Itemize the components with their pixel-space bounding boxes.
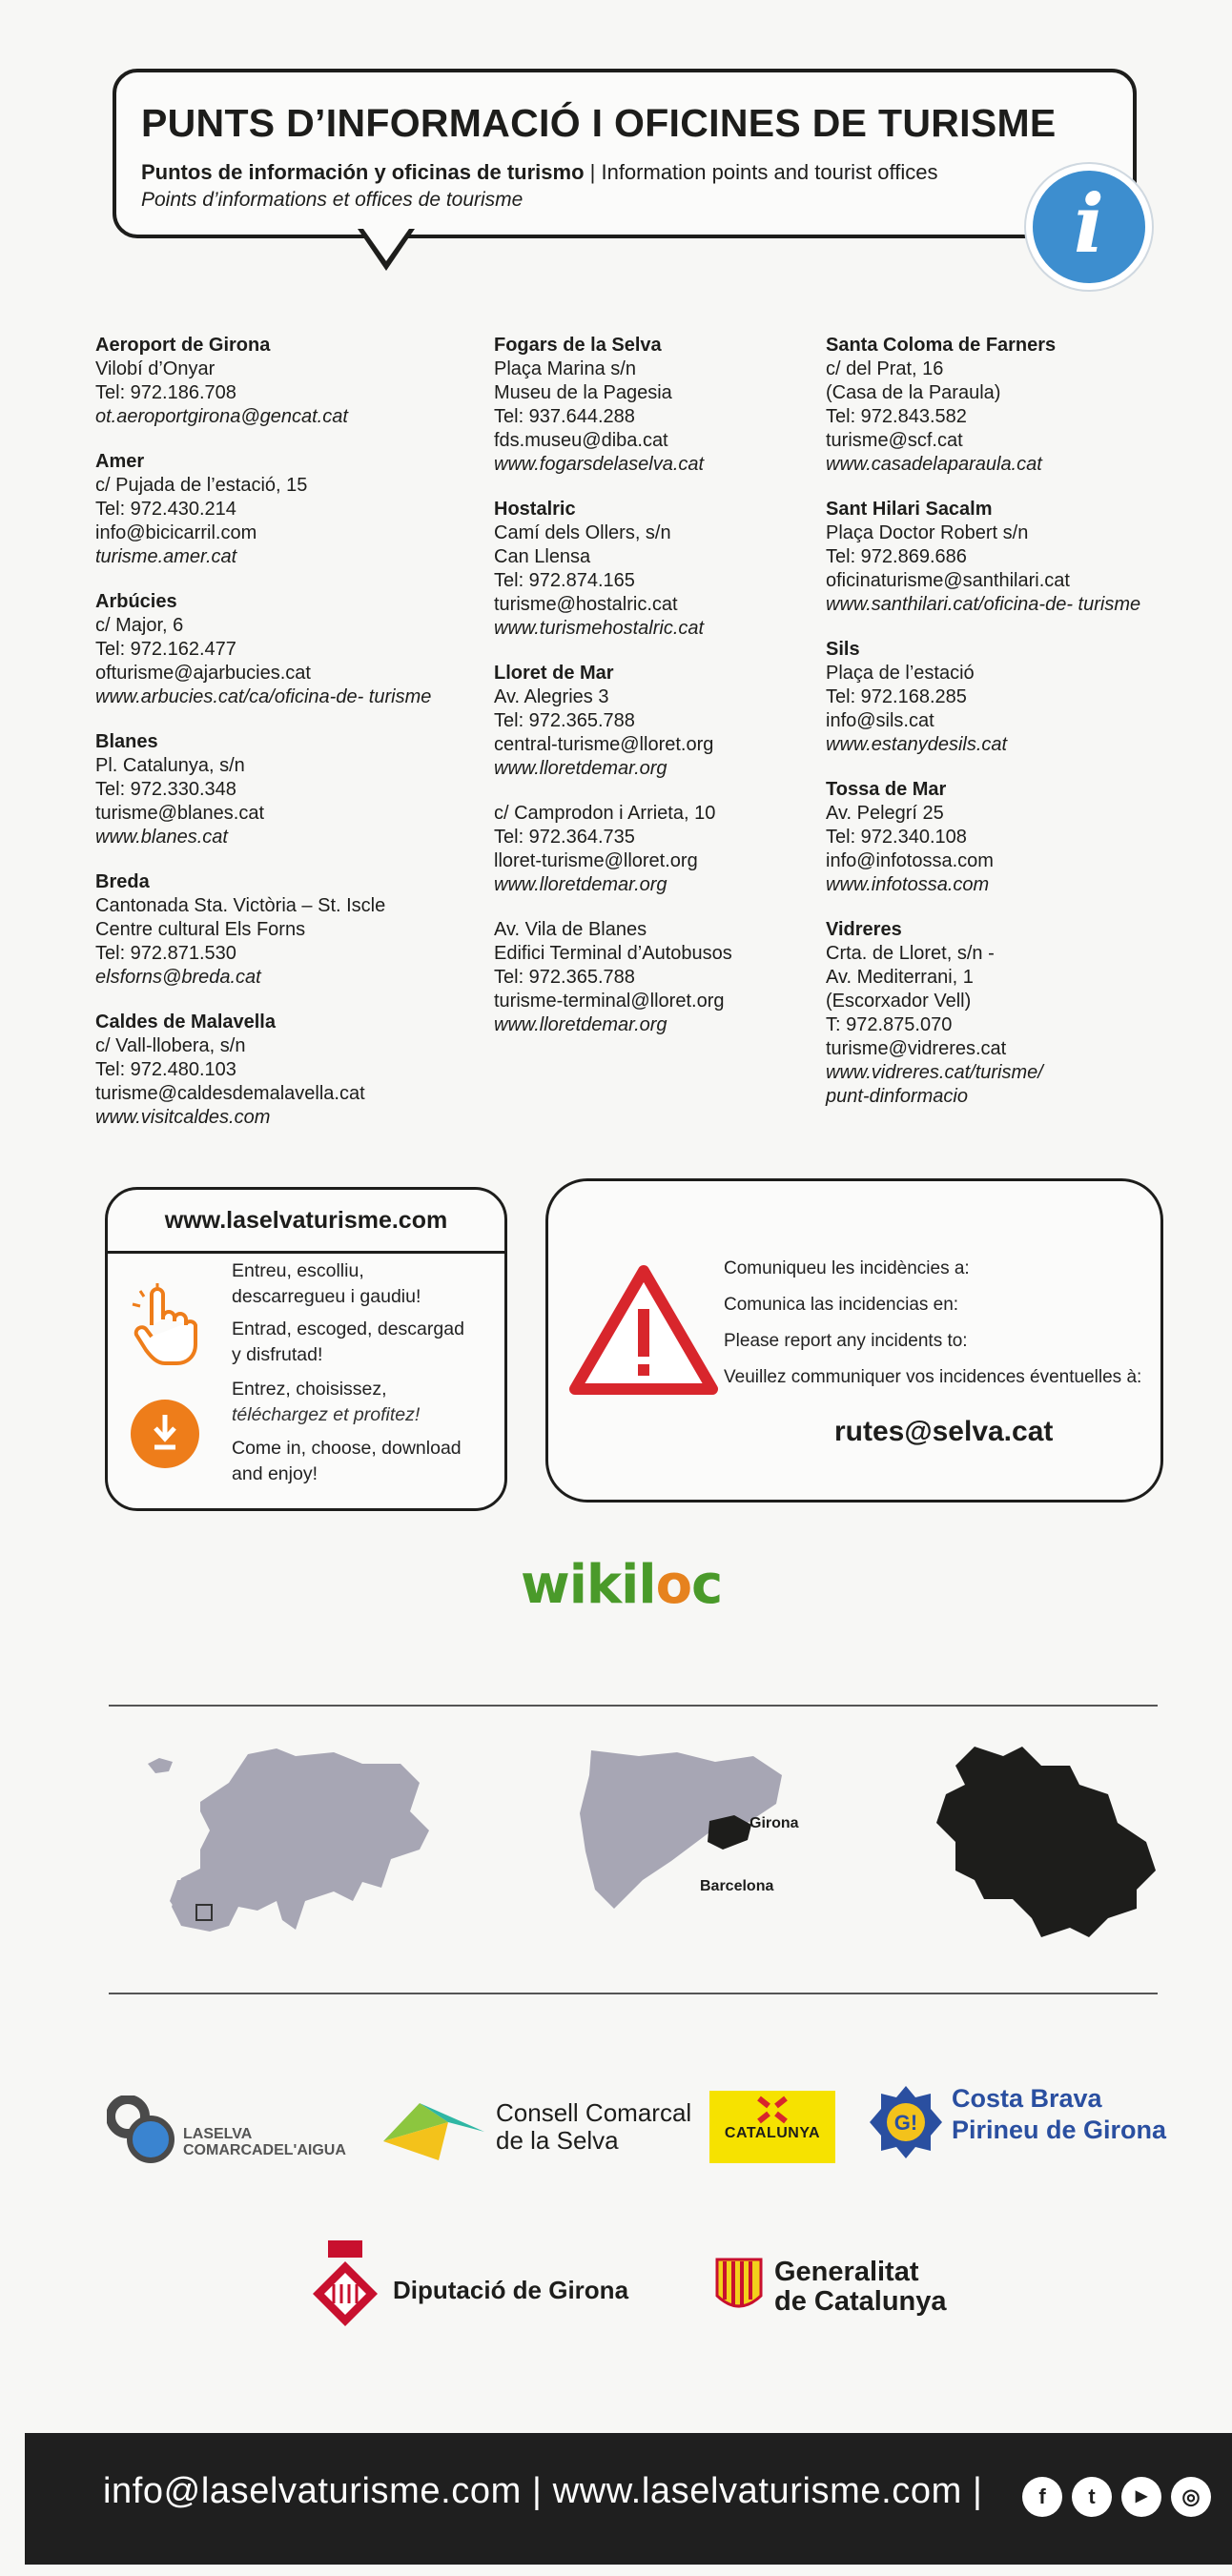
office-name: Amer (95, 451, 145, 472)
office-detail: Av. Vila de Blanes (494, 919, 647, 940)
text-es-1: Entrad, escoged, descargad (232, 1319, 464, 1339)
incidents-es: Comunica las incidencias en: (724, 1295, 959, 1315)
office-link[interactable]: www.lloretdemar.org (494, 758, 667, 779)
offices-column-2 (494, 334, 856, 1058)
office-detail: Plaça Marina s/n (494, 358, 636, 379)
office-detail: Tel: 972.330.348 (95, 779, 236, 800)
office-name: Breda (95, 871, 150, 892)
generalitat-logo-icon (715, 2258, 763, 2315)
office-detail: c/ del Prat, 16 (826, 358, 944, 379)
office-entry (95, 334, 458, 429)
office-detail: Tel: 972.162.477 (95, 639, 236, 660)
footer-email[interactable]: info@laselvaturisme.com (103, 2471, 522, 2511)
office-detail[interactable]: turisme@blanes.cat (95, 803, 265, 824)
diputacio-girona-logo-icon (311, 2239, 380, 2330)
subtitle-fr: Points d’informations et offices de tourisme (141, 189, 524, 211)
footer-bar (25, 2433, 1232, 2565)
info-icon: i (1026, 164, 1152, 290)
page-subtitle (141, 160, 937, 185)
office-entry (494, 498, 856, 641)
office-entry (95, 590, 458, 709)
office-detail: Vilobí d’Onyar (95, 358, 216, 379)
office-name: Hostalric (494, 499, 576, 520)
wikiloc-logo[interactable]: wikiloc (521, 1554, 723, 1616)
text-es-2: y disfrutad! (232, 1344, 323, 1365)
office-name: Lloret de Mar (494, 663, 614, 684)
office-link[interactable]: www.estanydesils.cat (826, 734, 1008, 755)
consell-comarcal-logo-icon (381, 2094, 486, 2164)
divider-top (109, 1705, 1158, 1707)
office-detail: c/ Major, 6 (95, 615, 184, 636)
office-link[interactable]: www.vidreres.cat/turisme/ (826, 1062, 1043, 1083)
europe-map (143, 1745, 439, 1935)
office-link[interactable]: www.santhilari.cat/oficina-de- turisme (826, 594, 1141, 615)
office-detail: (Escorxador Vell) (826, 991, 972, 1012)
website-link[interactable]: www.laselvaturisme.com (164, 1207, 448, 1234)
office-detail: c/ Vall-llobera, s/n (95, 1035, 246, 1056)
office-link[interactable]: www.casadelaparaula.cat (826, 454, 1042, 475)
office-detail[interactable]: turisme-terminal@lloret.org (494, 991, 725, 1012)
office-detail[interactable]: info@infotossa.com (826, 850, 994, 871)
office-detail: Tel: 972.364.735 (494, 827, 635, 848)
office-name: Sant Hilari Sacalm (826, 499, 993, 520)
office-entry (494, 334, 856, 477)
divider (108, 1251, 504, 1254)
office-detail: Cantonada Sta. Victòria – St. Iscle (95, 895, 386, 916)
costa-brava-badge: G! (893, 2111, 918, 2135)
office-detail: Tel: 972.365.788 (494, 967, 635, 988)
office-detail: Tel: 972.186.708 (95, 382, 236, 403)
offices-column-3 (826, 334, 1207, 1130)
office-entry (826, 918, 1207, 1109)
office-link[interactable]: turisme.amer.cat (95, 546, 237, 567)
office-detail: Pl. Catalunya, s/n (95, 755, 245, 776)
costa-brava-logo-text: Costa Brava Pirineu de Girona (952, 2084, 1167, 2144)
office-link[interactable]: www.lloretdemar.org (494, 874, 667, 895)
office-name: Sils (826, 639, 860, 660)
office-detail[interactable]: fds.museu@diba.cat (494, 430, 668, 451)
office-detail[interactable]: turisme@caldesdemalavella.cat (95, 1083, 365, 1104)
map-label-barcelona: Barcelona (700, 1878, 774, 1894)
diputacio-girona-logo-text: Diputació de Girona (393, 2276, 629, 2304)
warning-icon (569, 1263, 718, 1397)
text-en-1: Come in, choose, download (232, 1438, 462, 1459)
office-detail[interactable]: turisme@hostalric.cat (494, 594, 678, 615)
office-entry (95, 450, 458, 569)
office-detail: (Casa de la Paraula) (826, 382, 1001, 403)
incidents-email[interactable]: rutes@selva.cat (834, 1416, 1054, 1447)
office-detail: Plaça de l’estació (826, 663, 975, 684)
office-name: Fogars de la Selva (494, 335, 662, 356)
office-detail: Av. Mediterrani, 1 (826, 967, 974, 988)
office-name: Blanes (95, 731, 158, 752)
office-detail: Crta. de Lloret, s/n - (826, 943, 995, 964)
hand-pointer-icon (131, 1283, 199, 1369)
map-label-girona: Girona (749, 1815, 799, 1831)
office-detail[interactable]: info@sils.cat (826, 710, 934, 731)
incidents-en: Please report any incidents to: (724, 1331, 968, 1351)
office-detail: c/ Pujada de l’estació, 15 (95, 475, 308, 496)
office-detail: Camí dels Ollers, s/n (494, 522, 671, 543)
office-link[interactable]: www.arbucies.cat/ca/oficina-de- turisme (95, 686, 432, 707)
office-detail: Tel: 972.871.530 (95, 943, 236, 964)
laselva-logo-icon (107, 2096, 177, 2166)
office-detail[interactable]: lloret-turisme@lloret.org (494, 850, 698, 871)
instagram-icon[interactable]: ◎ (1171, 2477, 1211, 2517)
office-detail[interactable]: turisme@vidreres.cat (826, 1038, 1007, 1059)
office-detail: Edifici Terminal d’Autobusos (494, 943, 732, 964)
office-detail: Tel: 972.365.788 (494, 710, 635, 731)
office-detail[interactable]: oficinaturisme@santhilari.cat (826, 570, 1070, 591)
incidents-box (545, 1178, 1163, 1503)
office-detail: Tel: 972.869.686 (826, 546, 967, 567)
office-entry (95, 1011, 458, 1130)
office-detail: Tel: 972.340.108 (826, 827, 967, 848)
office-entry (826, 498, 1207, 617)
catalunya-logo: CATALUNYA (709, 2091, 835, 2163)
office-detail: Centre cultural Els Forns (95, 919, 306, 940)
website-box (105, 1187, 507, 1511)
office-detail: Tel: 972.874.165 (494, 570, 635, 591)
office-detail[interactable]: central-turisme@lloret.org (494, 734, 714, 755)
office-entry (494, 918, 856, 1037)
footer-website[interactable]: www.laselvaturisme.com (552, 2471, 962, 2511)
office-link[interactable]: www.fogarsdelaselva.cat (494, 454, 705, 475)
office-detail[interactable]: info@bicicarril.com (95, 522, 257, 543)
office-detail: T: 972.875.070 (826, 1014, 953, 1035)
office-entry (826, 334, 1207, 477)
office-entry (95, 870, 458, 990)
text-ca-1: Entreu, escolliu, (232, 1260, 364, 1281)
office-entry (494, 802, 856, 897)
text-ca-2: descarregueu i gaudiu! (232, 1286, 421, 1307)
office-detail: Tel: 972.168.285 (826, 686, 967, 707)
laselva-logo-text: LASELVA COMARCADEL'AIGUA (183, 2126, 346, 2158)
footer-contact: info@laselvaturisme.com | www.laselvaturisme.com | (103, 2471, 983, 2511)
costa-brava-logo-icon (868, 2084, 944, 2160)
office-entry (95, 730, 458, 849)
consell-comarcal-logo-text: Consell Comarcal de la Selva (496, 2098, 692, 2155)
office-name: Caldes de Malavella (95, 1012, 276, 1032)
subtitle-separator: | (584, 160, 602, 184)
office-link[interactable]: www.visitcaldes.com (95, 1107, 271, 1128)
incidents-fr: Veuillez communiquer vos incidences éventuelles à: (724, 1367, 1142, 1387)
la-selva-map (917, 1737, 1163, 1949)
office-link[interactable]: www.infotossa.com (826, 874, 990, 895)
subtitle-es: Puntos de información y oficinas de turismo (141, 160, 585, 184)
office-detail: Tel: 972.480.103 (95, 1059, 236, 1080)
header-bubble (113, 69, 1137, 238)
text-fr-1: Entrez, choisissez, (232, 1379, 387, 1400)
office-detail: Tel: 972.843.582 (826, 406, 967, 427)
office-detail: Museu de la Pagesia (494, 382, 672, 403)
divider-bottom (109, 1993, 1158, 1994)
office-entry (826, 778, 1207, 897)
download-icon (131, 1400, 199, 1468)
office-link[interactable]: ot.aeroportgirona@gencat.cat (95, 406, 348, 427)
office-detail: Av. Pelegrí 25 (826, 803, 944, 824)
text-en-2: and enjoy! (232, 1463, 318, 1484)
office-name: Aeroport de Girona (95, 335, 271, 356)
facebook-icon[interactable]: f (1022, 2477, 1062, 2517)
office-entry (494, 662, 856, 781)
office-link[interactable]: punt-dinformacio (826, 1086, 968, 1107)
office-detail: Tel: 937.644.288 (494, 406, 635, 427)
office-detail: Can Llensa (494, 546, 591, 567)
twitter-icon[interactable]: t (1072, 2477, 1112, 2517)
office-detail[interactable]: turisme@scf.cat (826, 430, 963, 451)
office-entry (826, 638, 1207, 757)
catalonia-map (572, 1741, 791, 1932)
office-link[interactable]: www.lloretdemar.org (494, 1014, 667, 1035)
office-detail: Plaça Doctor Robert s/n (826, 522, 1029, 543)
office-detail: Tel: 972.430.214 (95, 499, 236, 520)
office-name: Santa Coloma de Farners (826, 335, 1057, 356)
office-link[interactable]: www.blanes.cat (95, 827, 228, 848)
office-detail: Av. Alegries 3 (494, 686, 609, 707)
text-fr-2: téléchargez et profitez! (232, 1404, 421, 1425)
generalitat-logo-text: Generalitat de Catalunya (774, 2257, 947, 2317)
page-title: PUNTS D’INFORMACIÓ I OFICINES DE TURISME (141, 101, 1057, 145)
office-name: Vidreres (826, 919, 902, 940)
youtube-icon[interactable]: ▶ (1121, 2477, 1161, 2517)
office-name: Arbúcies (95, 591, 177, 612)
subtitle-en: Information points and tourist offices (601, 160, 938, 184)
office-name: Tossa de Mar (826, 779, 947, 800)
office-detail: c/ Camprodon i Arrieta, 10 (494, 803, 716, 824)
office-link[interactable]: www.turismehostalric.cat (494, 618, 705, 639)
incidents-ca: Comuniqueu les incidències a: (724, 1258, 970, 1278)
offices-column-1 (95, 334, 458, 1151)
office-link[interactable]: elsforns@breda.cat (95, 967, 261, 988)
office-detail[interactable]: ofturisme@ajarbucies.cat (95, 663, 311, 684)
